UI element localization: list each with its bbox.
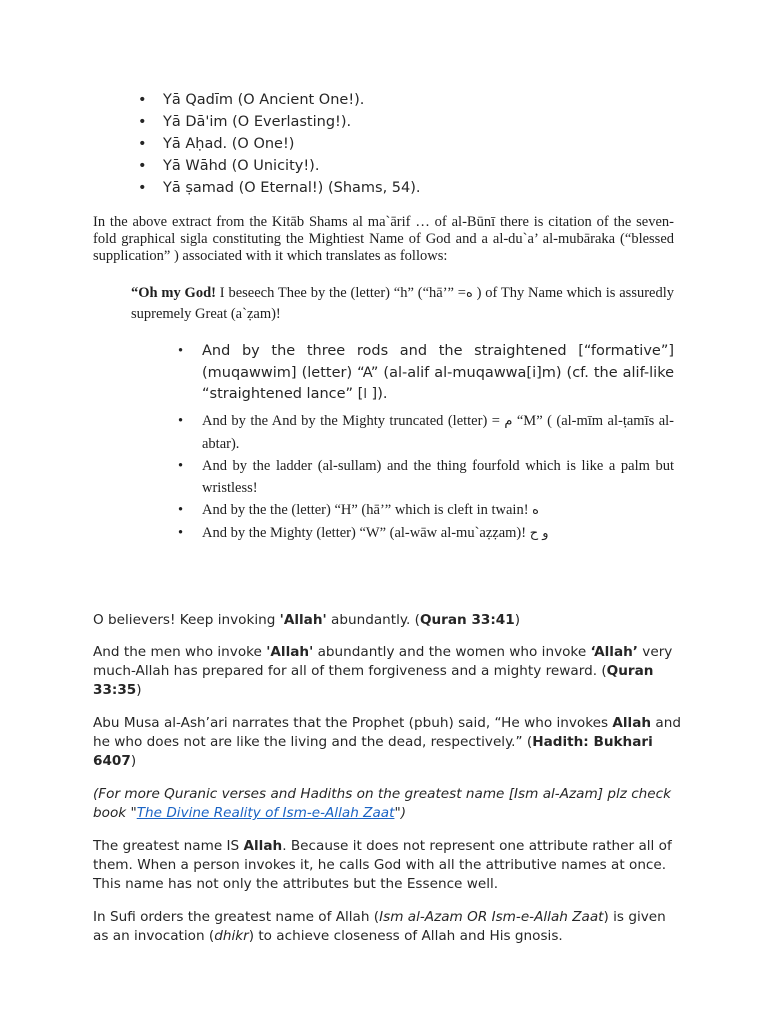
hadith-paragraph	[93, 714, 683, 771]
supplication-opening: “Oh my God!	[131, 285, 216, 301]
list-item-text: And by the And by the Mighty truncated (letter) =	[202, 412, 505, 429]
text-run: abundantly. (	[326, 612, 420, 628]
text-run: ) to achieve closeness of Allah and His gnosis.	[248, 928, 563, 944]
sufi-paragraph	[93, 908, 683, 946]
quran-verse-paragraph	[93, 611, 683, 630]
bold-run: Allah	[612, 715, 652, 731]
list-item	[138, 89, 698, 111]
bullet-icon: •	[138, 180, 147, 196]
citation: Quran 33:35	[93, 663, 654, 698]
arabic-letter-waw: و ح	[529, 525, 549, 541]
list-item-text: Yā ṣamad (O Eternal!) (Shams, 54).	[163, 180, 421, 196]
list-item	[176, 341, 674, 406]
bold-run: 'Allah'	[279, 612, 327, 628]
text-run: )	[514, 612, 521, 628]
list-item-text: And by the ladder (al-sullam) and the thing fourfold which is like a palm but wristless!	[202, 457, 674, 496]
text-run: )	[130, 753, 137, 769]
list-item-text-end: ]).	[366, 386, 388, 402]
supplication-text-end: ) of Thy Name which is assuredly supremely Great (a`ẓam)!	[131, 285, 675, 322]
list-item-text: And by the the (letter) “H” (hā’” which is cleft in twain!	[202, 501, 533, 518]
text-run: )	[136, 682, 142, 698]
quran-verse-paragraph	[93, 643, 683, 700]
list-item-text: Yā Wāhd (O Unicity!).	[163, 158, 320, 174]
body-text	[93, 611, 683, 960]
bullet-icon: •	[138, 136, 147, 152]
citation: Quran 33:41	[419, 612, 515, 628]
divine-names-list	[138, 89, 698, 199]
bullet-icon: •	[178, 524, 184, 541]
text-run: (For more Quranic verses and Hadiths on the greatest name [Ism al-Azam] plz check book "	[93, 786, 672, 821]
list-item	[176, 455, 674, 499]
text-run: and he who does not are like the living and the dead, respectively.” (	[93, 715, 681, 750]
text-run: In Sufi orders the greatest name of Allah (	[93, 909, 380, 925]
bold-run: 'Allah'	[266, 644, 314, 660]
list-item-text: And by the three rods and the straightened [“formative”] (muqawwim] (letter) “A” (al-alif al-muqawwa[i]m) (cf. the alif-like “straightened lance” [	[202, 343, 674, 402]
list-item	[138, 177, 698, 199]
bullet-icon: •	[138, 114, 147, 130]
more-info-paragraph	[93, 785, 683, 823]
bullet-icon: •	[178, 343, 184, 359]
list-item-text: And by the Mighty (letter) “W” (al-wāw al-mu`aẓẓam)!	[202, 524, 530, 541]
list-item	[176, 410, 674, 455]
book-link[interactable]: The Divine Reality of Ism-e-Allah Zaat	[136, 805, 395, 821]
arabic-letter-ha: ه	[532, 502, 539, 518]
arabic-letter-h: ه	[465, 286, 473, 301]
supplication-block	[131, 283, 674, 324]
list-item	[138, 155, 698, 177]
text-run: ) is given as an invocation (	[93, 909, 666, 944]
text-run: . Because it does not represent one attribute rather all of them. When a person invokes it, he calls God with all the attributive names at once. This name has not only the attributes but the Essence well.	[93, 838, 672, 892]
text-run: abundantly and the women who invoke	[313, 644, 591, 660]
arabic-letter-alif: ا	[363, 387, 367, 402]
italic-run: Ism al-Azam OR Ism-e-Allah Zaat	[379, 909, 604, 925]
list-item-text: Yā Aḥad. (O One!)	[163, 136, 295, 152]
text-run: And the men who invoke	[93, 644, 267, 660]
supplication-text: I beseech Thee by the (letter) “h” (“hā’” =	[215, 285, 466, 301]
list-item-text: Yā Dā'im (O Everlasting!).	[163, 114, 352, 130]
list-item-text: Yā Qadīm (O Ancient One!).	[163, 92, 365, 108]
greatest-name-paragraph	[93, 837, 683, 894]
text-run: Abu Musa al-Ash’ari narrates that the Prophet (pbuh) said, “He who invokes	[93, 715, 613, 731]
list-item-text-end: “M” ( (al-mīm al-ṭamīs al-abtar).	[202, 412, 674, 452]
bold-run: ‘Allah’	[590, 644, 638, 660]
bullet-icon: •	[138, 158, 147, 174]
arabic-letter-mim: م	[504, 413, 513, 429]
list-item	[176, 522, 674, 545]
italic-run: dhikr	[214, 928, 249, 944]
bullet-icon: •	[178, 501, 184, 518]
bullet-icon: •	[138, 92, 147, 108]
list-item	[176, 499, 674, 522]
extract-paragraph: In the above extract from the Kitāb Shams al ma`ārif … of al-Būnī there is citation of the seven-fold graphical sigla constituting the Mightiest Name of God and a al-du`a’ al-mubāraka (“blessed supplication” ) associated with it which translates as follows:	[93, 214, 674, 264]
text-run: very much-Allah has prepared for all of them forgiveness and a mighty reward. (	[93, 644, 673, 679]
citation: Hadith: Bukhari 6407	[93, 734, 653, 769]
bold-run: Allah	[243, 838, 283, 854]
list-item	[138, 133, 698, 155]
supplication-list	[176, 341, 674, 545]
text-run: O believers! Keep invoking	[93, 612, 280, 628]
list-item	[138, 111, 698, 133]
text-run: The greatest name IS	[93, 838, 244, 854]
bullet-icon: •	[178, 457, 184, 474]
bullet-icon: •	[178, 412, 184, 429]
text-run: ")	[394, 805, 406, 821]
